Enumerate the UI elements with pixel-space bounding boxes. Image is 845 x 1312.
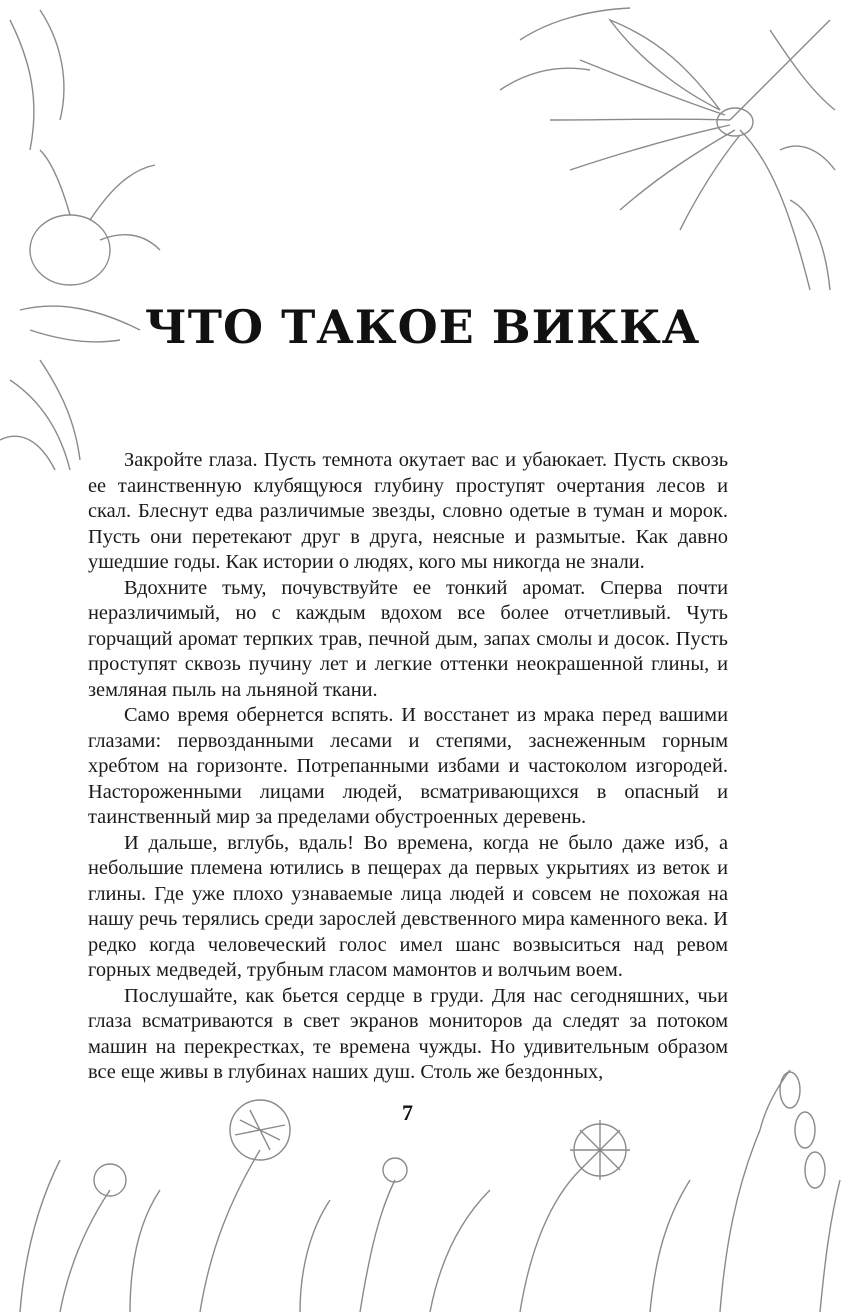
paragraph: Послушайте, как бьется сердце в груди. Для нас сегодняшних, чьи глаза всматриваются в свет экранов мониторов да следят за потоком машин на перекрестках, те времена чужды. Но удивительным образом все еще живы в глубинах наших душ. Столь же бездонных, xyxy=(88,984,728,1083)
paragraph: Вдохните тьму, почувствуйте ее тонкий аромат. Сперва почти неразличимый, но с каждым вдохом все более отчетливый. Чуть горчащий аромат терпких трав, печной дым, запах смолы и досок. Пусть проступят сквозь пучину лет и легкие оттенки неокрашенной глины, и земляная пыль на льняной ткани. xyxy=(88,576,728,701)
body-text xyxy=(88,448,728,1086)
paragraph: Закройте глаза. Пусть темнота окутает вас и убаюкает. Пусть сквозь ее таинственную клубящуюся глубину проступят очертания лесов и скал. Блеснут едва различимые звезды, словно одетые в туман и морок. Пусть они перетекают друг в друга, неясные и размытые. Как давно ушедшие годы. Как истории о людях, кого мы никогда не знали. xyxy=(88,449,728,573)
chapter-title: ЧТО ТАКОЕ ВИККА xyxy=(144,300,701,354)
botanical-illustration-top-right xyxy=(490,0,845,310)
paragraph: И дальше, вглубь, вдаль! Во времена, когда не было даже изб, а небольшие племена ютились в пещерах да первых укрытиях из веток и глины. Где уже плохо узнаваемые лица людей и совсем не похожая на нашу речь терялись среди зарослей девственного мира каменного века. И редко когда человеческий голос имел шанс возвыситься над ревом горных медведей, трубным гласом мамонтов и волчьим воем. xyxy=(88,831,728,981)
paragraph: Само время обернется вспять. И восстанет из мрака перед вашими глазами: первозданными лесами и степями, заснеженным горным хребтом на горизонте. Потрепанными избами и частоколом изгородей. Настороженными лицами людей, всматривающихся в опасный и таинственный мир за пределами обустроенных деревень. xyxy=(88,704,728,828)
botanical-illustration-left xyxy=(0,0,170,500)
thistle-leaf-icon xyxy=(0,10,160,470)
thistle-flower-icon xyxy=(500,8,835,290)
page-number: 7 xyxy=(402,1100,413,1125)
